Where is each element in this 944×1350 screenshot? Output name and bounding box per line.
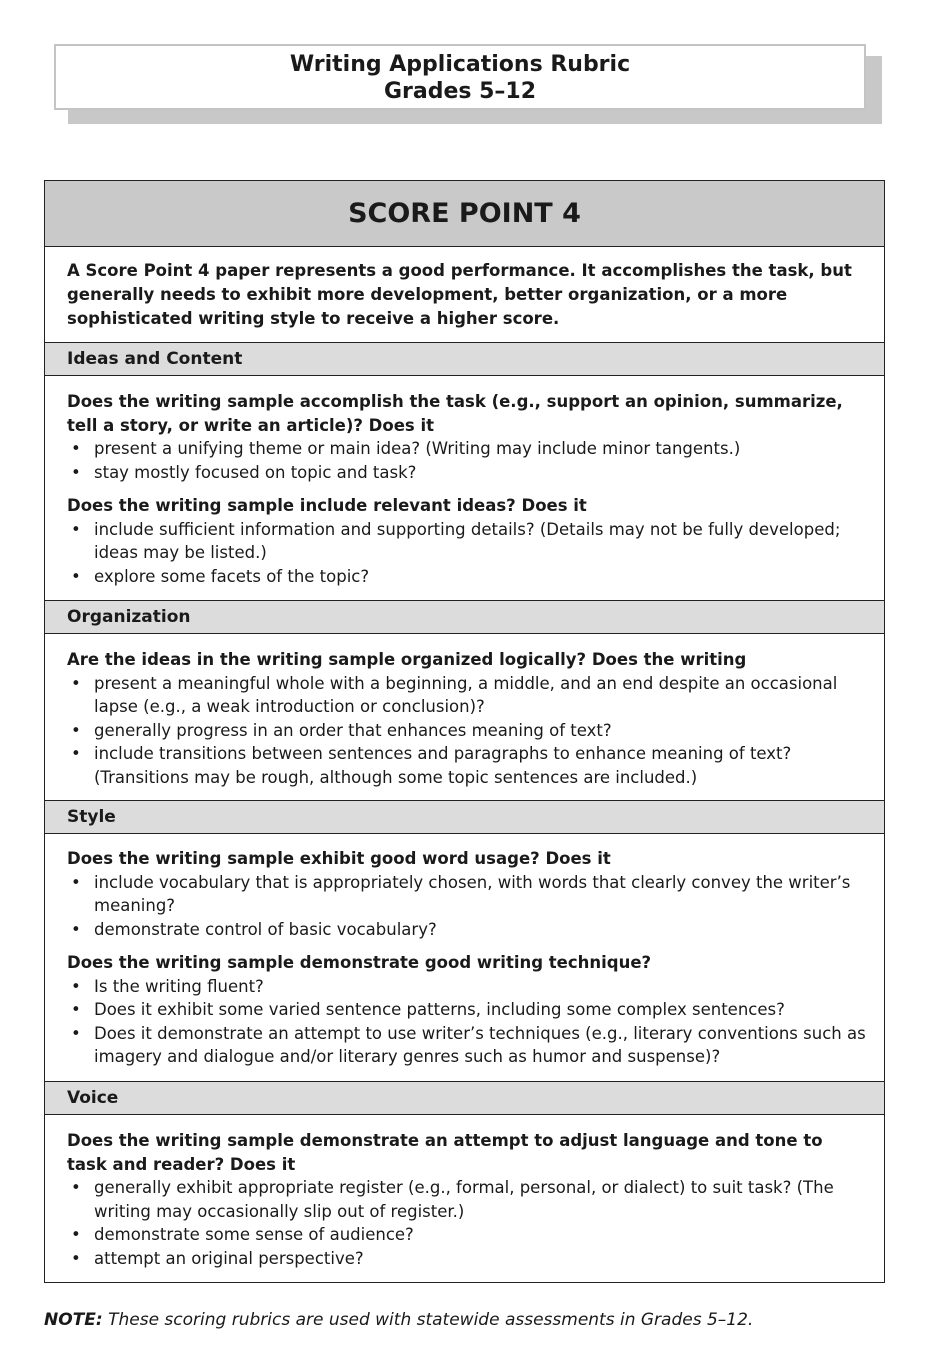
list-item: • include sufficient information and supporting details? (Details may not be fully developed; ideas may be listed.) [67,518,867,565]
title-box [54,44,866,110]
bullet-list [67,518,867,589]
list-item: • Does it demonstrate an attempt to use writer’s techniques (e.g., literary conventions such as imagery and dialogue and/or literary genres such as humor and suspense)? [67,1022,867,1069]
section-heading-voice: Voice [45,1081,884,1115]
section-body-organization [67,648,867,799]
bullet-list [67,672,867,790]
page-title: Writing Applications Rubric [289,52,631,77]
question: Does the writing sample demonstrate an attempt to adjust language and tone to task and reader? Does it [67,1131,823,1174]
question: Does the writing sample demonstrate good writing technique? [67,953,652,972]
question: Are the ideas in the writing sample organized logically? Does the writing [67,650,747,669]
list-item: • Does it exhibit some varied sentence patterns, including some complex sentences? [67,998,867,1022]
list-item: • present a unifying theme or main idea? (Writing may include minor tangents.) [67,437,867,461]
list-item: • demonstrate control of basic vocabulary? [67,918,867,942]
list-item: • demonstrate some sense of audience? [67,1223,867,1247]
list-item: • generally progress in an order that enhances meaning of text? [67,719,867,743]
list-item: • include transitions between sentences and paragraphs to enhance meaning of text? (Transitions may be rough, although some topic sentences are included.) [67,742,867,789]
footer-note [44,1310,894,1330]
note-label: NOTE: [44,1310,103,1330]
bullet-list [67,1176,867,1270]
section-heading-ideas: Ideas and Content [45,342,884,376]
list-item: • explore some facets of the topic? [67,565,867,589]
list-item: • generally exhibit appropriate register (e.g., formal, personal, or dialect) to suit task? (The writing may occasionally slip out of register.) [67,1176,867,1223]
list-item: • include vocabulary that is appropriately chosen, with words that clearly convey the writer’s meaning? [67,871,867,918]
score-point-header: SCORE POINT 4 [45,181,884,247]
list-item: • stay mostly focused on topic and task? [67,461,867,485]
bullet-list [67,871,867,942]
note-text: These scoring rubrics are used with statewide assessments in Grades 5–12. [108,1310,754,1330]
grades-subtitle: Grades 5–12 [383,79,537,104]
question: Does the writing sample exhibit good word usage? Does it [67,849,611,868]
section-heading-style: Style [45,800,884,834]
question: Does the writing sample include relevant ideas? Does it [67,496,587,515]
section-body-voice [67,1129,867,1280]
list-item: • Is the writing fluent? [67,975,867,999]
intro-text: A Score Point 4 paper represents a good performance. It accomplishes the task, but generally needs to exhibit more development, better organization, or a more sophisticated writing style to receive a higher score. [67,261,852,328]
question: Does the writing sample accomplish the task (e.g., support an opinion, summarize, tell a story, or write an article)? Does it [67,392,843,435]
section-body-style [67,847,867,1079]
bullet-list [67,437,867,484]
section-heading-organization: Organization [45,600,884,634]
rubric-table [44,180,885,1283]
bullet-list [67,975,867,1069]
list-item: • attempt an original perspective? [67,1247,867,1271]
list-item: • present a meaningful whole with a beginning, a middle, and an end despite an occasional lapse (e.g., a weak introduction or conclusion)? [67,672,867,719]
section-body-ideas [67,390,867,598]
